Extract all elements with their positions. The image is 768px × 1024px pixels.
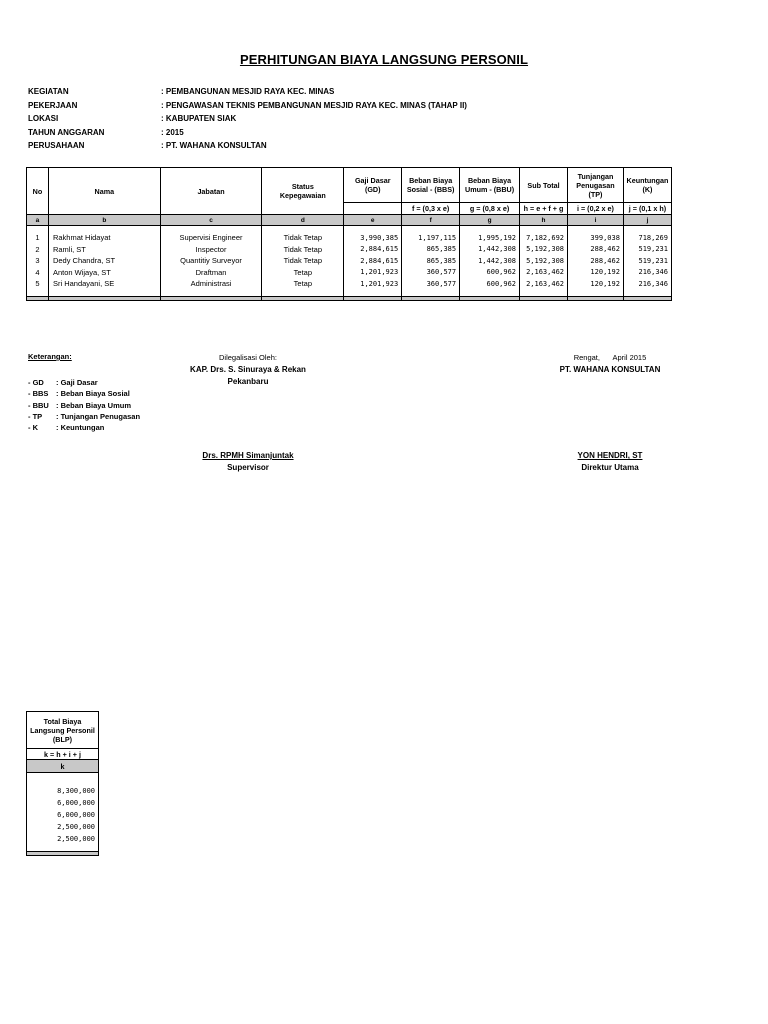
- legalisasi-signer: Drs. RPMH Simanjuntak: [202, 451, 294, 460]
- sign-date: April 2015: [612, 353, 647, 362]
- column-letter: f: [402, 215, 460, 226]
- header-tp: [568, 168, 624, 203]
- cell-nama: Sri Handayani, SE: [48, 278, 160, 290]
- formula-g: g = (0,8 x e): [460, 203, 520, 215]
- table-row: [27, 244, 672, 256]
- legalisasi-label: Dilegalisasi Oleh:: [219, 353, 277, 362]
- header-gd-line2: (GD): [364, 185, 381, 194]
- cell-k: 519,231: [623, 255, 671, 267]
- header-bbu-line2: Umum - (BBU): [465, 185, 515, 194]
- cell-subtotal: 5,192,308: [520, 244, 568, 256]
- blp-footer-bar: [27, 852, 99, 856]
- cell-no: 2: [27, 244, 49, 256]
- table-row: [27, 809, 99, 821]
- keterangan-title: Keterangan:: [28, 352, 72, 361]
- header-tp-line1: Tunjangan: [577, 171, 614, 181]
- blp-header-line2: Langsung Personil: [30, 725, 95, 735]
- info-label: PERUSAHAAN: [28, 141, 85, 150]
- formula-f: f = (0,3 x e): [402, 203, 460, 215]
- legalisasi-signature: [158, 451, 338, 475]
- column-letter: c: [160, 215, 262, 226]
- header-status-line2: Kepegawaian: [279, 191, 326, 200]
- cell-k: 519,231: [623, 244, 671, 256]
- cell-gd: 2,884,615: [344, 255, 402, 267]
- table-header-row: [27, 168, 672, 203]
- column-letter: j: [623, 215, 671, 226]
- header-bbs-line2: Sosial - (BBS): [406, 185, 455, 194]
- cell-jabatan: Administrasi: [160, 278, 262, 290]
- cell-jabatan: Quantitiy Surveyor: [160, 255, 262, 267]
- blp-formula-row: [27, 749, 99, 760]
- header-tp-line2: Penugasan (TP): [576, 180, 615, 199]
- formula-e: [344, 203, 402, 215]
- header-bbs-line1: Beban Biaya: [409, 176, 453, 185]
- header-gd: [344, 168, 402, 203]
- table-row: [27, 278, 672, 290]
- info-value: : PEMBANGUNAN MESJID RAYA KEC. MINAS: [161, 87, 335, 96]
- blp-total-table: [26, 711, 99, 856]
- table-row: [27, 797, 99, 809]
- cell-gd: 1,201,923: [344, 267, 402, 279]
- cell-no: 1: [27, 232, 49, 244]
- page-title: PERHITUNGAN BIAYA LANGSUNG PERSONIL: [239, 52, 529, 67]
- header-k-line1: Keuntungan: [626, 176, 669, 185]
- spacer-row: [27, 773, 99, 786]
- personnel-cost-table: [26, 167, 672, 301]
- header-subtotal: Sub Total: [520, 168, 568, 203]
- cell-gd: 2,884,615: [344, 244, 402, 256]
- blp-value: 2,500,000: [27, 821, 99, 833]
- blp-letter-row: [27, 760, 99, 773]
- cell-jabatan: Supervisi Engineer: [160, 232, 262, 244]
- formula-j: j = (0,1 x h): [623, 203, 671, 215]
- column-letter: d: [262, 215, 344, 226]
- legalisasi-role: Supervisor: [227, 463, 269, 472]
- header-jabatan: Jabatan: [160, 168, 262, 215]
- column-letter: h: [520, 215, 568, 226]
- cell-k: 718,269: [623, 232, 671, 244]
- cell-subtotal: 7,182,692: [520, 232, 568, 244]
- date-line: [540, 353, 680, 365]
- header-bbu: [460, 168, 520, 203]
- cell-gd: 3,990,385: [344, 232, 402, 244]
- table-row: [27, 232, 672, 244]
- cell-tp: 288,462: [568, 255, 624, 267]
- info-label: TAHUN ANGGARAN: [28, 127, 105, 137]
- header-gd-line1: Gaji Dasar: [354, 176, 391, 185]
- legend-item: [28, 378, 140, 389]
- header-nama: Nama: [48, 168, 160, 215]
- info-label: PEKERJAAN: [28, 100, 78, 110]
- company-name: PT. WAHANA KONSULTAN: [559, 365, 661, 374]
- cell-k: 216,346: [623, 278, 671, 290]
- table-footer-bar: [27, 296, 672, 300]
- info-label: LOKASI: [28, 114, 59, 123]
- cell-subtotal: 2,163,462: [520, 278, 568, 290]
- info-value: : PENGAWASAN TEKNIS PEMBANGUNAN MESJID RAYA KEC. MINAS (TAHAP II): [161, 100, 467, 110]
- table-row: [27, 267, 672, 279]
- cell-tp: 399,038: [568, 232, 624, 244]
- legalisasi-city: Pekanbaru: [227, 377, 269, 386]
- cell-subtotal: 2,163,462: [520, 267, 568, 279]
- cell-nama: Dedy Chandra, ST: [48, 255, 160, 267]
- table-row: [27, 833, 99, 845]
- cell-bbs: 865,385: [402, 244, 460, 256]
- column-letter: e: [344, 215, 402, 226]
- cell-nama: Ramli, ST: [48, 244, 160, 256]
- legend-text: : Beban Biaya Umum: [56, 400, 132, 410]
- cell-bbs: 360,577: [402, 278, 460, 290]
- header-status: [262, 168, 344, 215]
- cell-bbu: 1,442,308: [460, 255, 520, 267]
- header-bbu-line1: Beban Biaya: [467, 176, 512, 185]
- info-value: : PT. WAHANA KONSULTAN: [161, 141, 267, 150]
- cell-nama: Rakhmat Hidayat: [48, 232, 160, 244]
- formula-h: h = e + f + g: [520, 203, 568, 215]
- header-status-line1: Status: [291, 182, 314, 191]
- cell-bbu: 1,995,192: [460, 232, 520, 244]
- blp-header-line1: Total Biaya: [43, 716, 82, 726]
- legend-text: : Gaji Dasar: [56, 378, 98, 387]
- cell-bbu: 1,442,308: [460, 244, 520, 256]
- cell-status: Tidak Tetap: [262, 244, 344, 256]
- info-value: : KABUPATEN SIAK: [161, 114, 237, 123]
- cell-tp: 120,192: [568, 267, 624, 279]
- blp-formula: k = h + i + j: [27, 749, 99, 760]
- legalisasi-firm: KAP. Drs. S. Sinuraya & Rekan: [190, 365, 306, 374]
- abbreviation-legend: [28, 378, 140, 434]
- company-role: Direktur Utama: [581, 463, 639, 472]
- cell-gd: 1,201,923: [344, 278, 402, 290]
- legend-code: - BBU: [28, 400, 49, 410]
- legend-code: - BBS: [28, 389, 49, 399]
- column-letter: a: [27, 215, 49, 226]
- blp-header-row: [27, 712, 99, 749]
- cell-status: Tetap: [262, 278, 344, 290]
- cell-no: 4: [27, 267, 49, 279]
- table-row: [27, 255, 672, 267]
- cell-tp: 120,192: [568, 278, 624, 290]
- header-no: No: [27, 168, 49, 215]
- header-k: [623, 168, 671, 203]
- column-letter: g: [460, 215, 520, 226]
- cell-jabatan: Inspector: [160, 244, 262, 256]
- blp-value: 6,000,000: [27, 797, 99, 809]
- formula-i: i = (0,2 x e): [568, 203, 624, 215]
- company-signature: [540, 451, 680, 475]
- blp-value: 2,500,000: [27, 833, 99, 845]
- cell-no: 5: [27, 278, 49, 290]
- cell-bbu: 600,962: [460, 278, 520, 290]
- legend-text: : Keuntungan: [56, 423, 105, 433]
- cell-no: 3: [27, 255, 49, 267]
- blp-header: [27, 712, 99, 749]
- header-k-line2: (K): [642, 185, 653, 194]
- cell-bbu: 600,962: [460, 267, 520, 279]
- legend-item: [28, 423, 140, 434]
- table-row: [27, 785, 99, 797]
- legend-item: [28, 389, 140, 400]
- company-block: [540, 353, 680, 377]
- cell-status: Tidak Tetap: [262, 255, 344, 267]
- legend-code: - GD: [28, 378, 44, 387]
- legend-item: [28, 401, 140, 412]
- legend-text: : Beban Biaya Sosial: [56, 389, 130, 399]
- blp-value: 6,000,000: [27, 809, 99, 821]
- cell-tp: 288,462: [568, 244, 624, 256]
- cell-jabatan: Draftman: [160, 267, 262, 279]
- company-signer: YON HENDRI, ST: [577, 451, 643, 460]
- cell-k: 216,346: [623, 267, 671, 279]
- legend-code: - TP: [28, 411, 43, 421]
- cell-nama: Anton Wijaya, ST: [48, 267, 160, 279]
- cell-status: Tetap: [262, 267, 344, 279]
- legend-item: [28, 412, 140, 423]
- blp-value: 8,300,000: [27, 785, 99, 797]
- legalisasi-block: [158, 353, 338, 389]
- cell-bbs: 865,385: [402, 255, 460, 267]
- cell-bbs: 360,577: [402, 267, 460, 279]
- cell-status: Tidak Tetap: [262, 232, 344, 244]
- blp-header-line3: (BLP): [52, 734, 73, 744]
- legend-text: : Tunjangan Penugasan: [56, 411, 141, 421]
- cell-subtotal: 5,192,308: [520, 255, 568, 267]
- column-letter: i: [568, 215, 624, 226]
- table-row: [27, 821, 99, 833]
- cell-bbs: 1,197,115: [402, 232, 460, 244]
- column-letter-row: [27, 215, 672, 226]
- legend-code: - K: [28, 423, 38, 433]
- column-letter: b: [48, 215, 160, 226]
- info-value: : 2015: [161, 127, 184, 137]
- header-bbs: [402, 168, 460, 203]
- blp-letter: k: [27, 760, 99, 773]
- sign-place: Rengat,: [573, 353, 600, 362]
- info-label: KEGIATAN: [28, 87, 69, 96]
